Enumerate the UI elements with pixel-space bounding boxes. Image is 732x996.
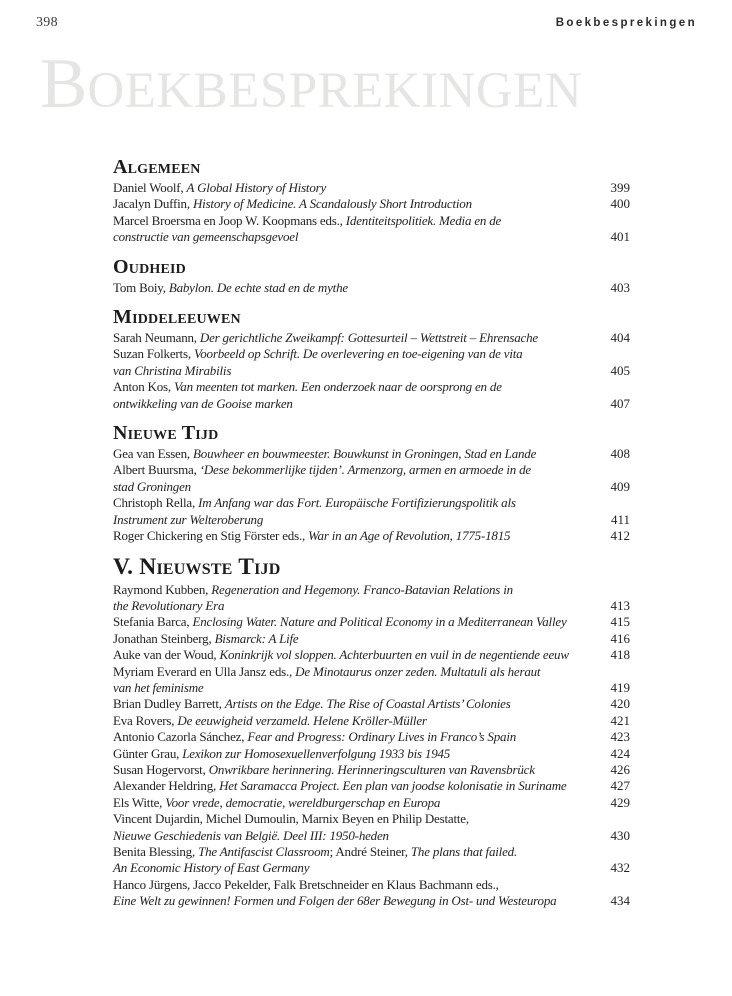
page-number: 412: [610, 528, 630, 544]
toc-entry: [113, 795, 630, 811]
entry-text: [113, 330, 538, 345]
entry-text: [113, 379, 502, 394]
author-names: ; André Steiner,: [329, 844, 411, 859]
toc-entry-line: [113, 746, 630, 762]
folio-number: 398: [36, 15, 58, 30]
page-number: 423: [610, 729, 630, 745]
toc-entry: [113, 664, 630, 697]
toc-entry: [113, 746, 630, 762]
toc-entry: [113, 196, 630, 212]
toc-entry: [113, 495, 630, 528]
work-title: Artists on the Edge. The Rise of Coastal Artists’ Colonies: [224, 696, 511, 712]
entry-text: [113, 462, 531, 477]
entry-text: [113, 631, 299, 646]
entry-text: [113, 196, 472, 211]
toc-entry-line: [113, 180, 630, 196]
toc-entry-line: [113, 762, 630, 778]
toc-entry: [113, 647, 630, 663]
author-names: Stefania Barca,: [113, 614, 193, 630]
work-title: De eeuwigheid verzameld. Helene Kröller-Müller: [177, 712, 427, 728]
work-title: Lexikon zur Homosexuellenverfolgung 1933 bis 1945: [182, 745, 451, 761]
display-title-initial: B: [40, 45, 88, 123]
page-number: 420: [610, 696, 630, 712]
toc-entry: [113, 379, 630, 412]
author-names: Christoph Rella,: [113, 495, 199, 511]
author-names: Benita Blessing,: [113, 844, 199, 859]
page-number: 430: [610, 827, 630, 843]
entry-text: [113, 762, 535, 777]
toc-entry: [113, 330, 630, 346]
entry-text: [113, 811, 469, 826]
toc-entry: [113, 528, 630, 544]
work-title: The Antifascist Classroom: [198, 844, 330, 859]
work-title: De Minotaurus onzer zeden. Multatuli als heraut: [295, 663, 541, 679]
toc-entry: [113, 729, 630, 745]
toc-entry-line: [113, 893, 630, 909]
entry-text: [113, 647, 569, 662]
toc-section: [113, 555, 630, 910]
author-names: Tom Boiy,: [113, 279, 169, 295]
section-heading: Algemeen: [113, 156, 201, 178]
toc-entry: [113, 180, 630, 196]
author-names: Susan Hogervorst,: [113, 761, 209, 777]
toc-entry-line: [113, 811, 630, 827]
work-title: Bismarck: A Life: [214, 630, 299, 646]
work-title: History of Medicine. A Scandalously Short Introduction: [192, 196, 472, 212]
author-names: Els Witte,: [113, 794, 166, 810]
work-title: stad Groningen: [113, 478, 191, 494]
section-heading: Middeleeuwen: [113, 306, 241, 329]
author-names: Raymond Kubben,: [113, 581, 212, 597]
toc-entry: [113, 614, 630, 630]
work-title: van Christina Mirabilis: [113, 362, 232, 378]
author-names: Jonathan Steinberg,: [113, 630, 215, 646]
page-number: 400: [610, 196, 630, 212]
toc-entry-line: [113, 582, 630, 598]
work-title: War in an Age of Revolution, 1775-1815: [308, 528, 511, 544]
work-title: Identiteitspolitiek. Media en de: [345, 212, 502, 228]
toc-entry-line: [113, 379, 630, 395]
entry-text: [113, 479, 191, 494]
work-title: Babylon. De echte stad en de mythe: [168, 279, 348, 295]
entry-text: [113, 180, 326, 195]
toc-entry-line: [113, 396, 630, 412]
toc-entry: [113, 762, 630, 778]
running-header-title: Boekbesprekingen: [555, 17, 697, 29]
toc-entry-line: [113, 614, 630, 630]
work-title: Koninkrijk vol sloppen. Achterbuurten en vuil in de negentiende eeuw: [219, 647, 569, 663]
author-names: Hanco Jürgens, Jacco Pekelder, Falk Bretschneider en Klaus Bachmann eds.,: [113, 876, 499, 892]
entry-text: [113, 877, 499, 892]
author-names: Albert Buursma,: [113, 462, 200, 478]
toc-section: [113, 156, 630, 246]
work-title: the Revolutionary Era: [113, 597, 225, 613]
page-number: 429: [610, 794, 630, 810]
entry-text: [113, 528, 510, 543]
author-names: Anton Kos,: [113, 379, 174, 395]
entry-text: [113, 495, 516, 510]
page-header: [0, 0, 732, 31]
entry-text: [113, 680, 203, 695]
toc-entry-line: [113, 479, 630, 495]
work-title: Nieuwe Geschiedenis van België. Deel III: 1950-heden: [113, 827, 389, 843]
page-number: 416: [610, 630, 630, 646]
page-number: 413: [610, 597, 630, 613]
entry-text: [113, 860, 309, 875]
author-names: Suzan Folkerts,: [113, 346, 194, 362]
work-title: Regeneration and Hegemony. Franco-Batavian Relations in: [211, 581, 513, 597]
toc-entry: [113, 713, 630, 729]
toc-entry: [113, 696, 630, 712]
toc-entry-line: [113, 713, 630, 729]
toc-entry-line: [113, 795, 630, 811]
entry-text: [113, 396, 293, 411]
page-number: 415: [610, 614, 630, 630]
page-number: 427: [610, 778, 630, 794]
display-title-rest: OEKBESPREKINGEN: [87, 63, 583, 119]
work-title: constructie van gemeenschapsgevoel: [113, 229, 299, 245]
toc-entry-line: [113, 512, 630, 528]
work-title: Voor vrede, democratie, wereldburgerschap en Europa: [165, 794, 441, 810]
page-number: 411: [610, 511, 630, 527]
page-number: 426: [610, 761, 630, 777]
author-names: Vincent Dujardin, Michel Dumoulin, Marnix Beyen en Philip Destatte,: [113, 811, 469, 827]
author-names: Sarah Neumann,: [113, 330, 200, 346]
entry-text: [113, 582, 513, 597]
toc-entry-line: [113, 828, 630, 844]
toc-entry-line: [113, 330, 630, 346]
work-title: Enclosing Water. Nature and Political Economy in a Mediterranean Valley: [192, 614, 567, 630]
page-number: 418: [610, 647, 630, 663]
entry-text: [113, 512, 263, 527]
author-names: Günter Grau,: [113, 745, 183, 761]
toc-entry: [113, 811, 630, 844]
entry-text: [113, 746, 450, 761]
author-names: Brian Dudley Barrett,: [113, 696, 225, 712]
toc-entry-line: [113, 778, 630, 794]
page-number: 407: [610, 395, 630, 411]
work-title: Bouwheer en bouwmeester. Bouwkunst in Groningen, Stad en Lande: [193, 446, 537, 462]
entry-text: [113, 778, 566, 793]
toc-entry-line: [113, 647, 630, 663]
toc-entry-line: [113, 346, 630, 362]
page-number: 421: [610, 712, 630, 728]
toc-entry-line: [113, 598, 630, 614]
entry-text: [113, 346, 522, 361]
work-title: ontwikkeling van de Gooise marken: [113, 395, 293, 411]
work-title: Het Saramacca Project. Een plan van joodse kolonisatie in Suriname: [219, 778, 567, 794]
work-title: Fear and Progress: Ordinary Lives in Franco’s Spain: [247, 729, 517, 745]
entry-text: [113, 729, 516, 744]
author-names: Auke van der Woud,: [113, 647, 220, 663]
toc-entry-line: [113, 680, 630, 696]
entry-text: [113, 363, 231, 378]
entry-text: [113, 280, 348, 295]
entry-text: [113, 446, 536, 461]
toc-entry-line: [113, 280, 630, 296]
toc-entry-line: [113, 363, 630, 379]
author-names: Marcel Broersma en Joop W. Koopmans eds.,: [113, 212, 346, 228]
work-title: Der gerichtliche Zweikampf: Gottesurteil – Wettstreit – Ehrensache: [199, 330, 538, 346]
toc-entry: [113, 844, 630, 877]
entry-text: [113, 795, 440, 810]
author-names: Alexander Heldring,: [113, 778, 220, 794]
page-number: 434: [610, 893, 630, 909]
entry-text: [113, 213, 501, 228]
toc-entry-line: [113, 631, 630, 647]
work-title: Im Anfang war das Fort. Europäische Fortifizierungspolitik als: [198, 495, 516, 511]
author-names: Myriam Everard en Ulla Jansz eds.,: [113, 663, 296, 679]
page-number: 399: [610, 180, 630, 195]
toc-entry-line: [113, 729, 630, 745]
section-heading: Oudheid: [113, 255, 186, 278]
page-number: 424: [610, 745, 630, 761]
entry-text: [113, 696, 511, 711]
work-title: ‘Dese bekommerlijke tijden’. Armenzorg, armen en armoede in de: [199, 462, 531, 478]
toc-entry-line: [113, 229, 630, 245]
page-number: 409: [610, 478, 630, 494]
toc-entry: [113, 582, 630, 615]
toc-entry-line: [113, 495, 630, 511]
work-title: Eine Welt zu gewinnen! Formen und Folgen der 68er Bewegung in Ost- und Westeuropa: [113, 893, 557, 909]
toc-entry-line: [113, 213, 630, 229]
author-names: Jacalyn Duffin,: [113, 196, 193, 212]
toc-entry: [113, 462, 630, 495]
toc-entry-line: [113, 196, 630, 212]
page-number: 419: [610, 679, 630, 695]
toc-section: [113, 306, 630, 412]
entry-text: [113, 844, 517, 859]
page-number: 403: [610, 279, 630, 295]
author-names: Antonio Cazorla Sánchez,: [113, 729, 248, 745]
work-title: Instrument zur Welteroberung: [113, 511, 264, 527]
section-heading: V. Nieuwste Tijd: [113, 553, 281, 580]
work-title: The plans that failed.: [410, 844, 518, 859]
toc-entry-line: [113, 860, 630, 876]
page-number: 408: [610, 446, 630, 462]
toc-section: [113, 422, 630, 544]
work-title: Van meenten tot marken. Een onderzoek naar de oorsprong en de: [174, 379, 502, 395]
toc-entry-line: [113, 446, 630, 462]
section-heading: Nieuwe Tijd: [113, 422, 219, 445]
author-names: Daniel Woolf,: [113, 180, 187, 195]
page-number: 404: [610, 330, 630, 346]
toc-entry: [113, 446, 630, 462]
toc-entry-line: [113, 844, 630, 860]
toc-entry: [113, 778, 630, 794]
toc-entry: [113, 213, 630, 246]
toc-entry-line: [113, 462, 630, 478]
toc-entry: [113, 877, 630, 910]
entry-text: [113, 614, 567, 629]
work-title: An Economic History of East Germany: [113, 860, 310, 876]
entry-text: [113, 598, 224, 613]
toc-entry-line: [113, 877, 630, 893]
toc-section: [113, 256, 630, 296]
toc-entry: [113, 280, 630, 296]
toc-entry: [113, 346, 630, 379]
page-number: 401: [610, 229, 630, 245]
entry-text: [113, 893, 556, 908]
page-number: 432: [610, 860, 630, 876]
author-names: Gea van Essen,: [113, 446, 194, 462]
chapter-display-title: [40, 45, 732, 123]
toc-entry-line: [113, 696, 630, 712]
toc-entry-line: [113, 664, 630, 680]
table-of-contents: [113, 156, 630, 910]
entry-text: [113, 713, 427, 728]
work-title: Onwrikbare herinnering. Herinneringsculturen van Ravensbrück: [208, 761, 535, 777]
work-title: van het feminisme: [113, 679, 204, 695]
entry-text: [113, 828, 389, 843]
work-title: Voorbeeld op Schrift. De overlevering en toe-eigening van de vita: [193, 346, 523, 362]
toc-entry-line: [113, 528, 630, 544]
entry-text: [113, 664, 540, 679]
page-number: 405: [610, 362, 630, 378]
author-names: Eva Rovers,: [113, 712, 178, 728]
author-names: Roger Chickering en Stig Förster eds.,: [113, 528, 309, 544]
entry-text: [113, 229, 298, 244]
work-title: A Global History of History: [186, 180, 327, 195]
toc-entry: [113, 631, 630, 647]
